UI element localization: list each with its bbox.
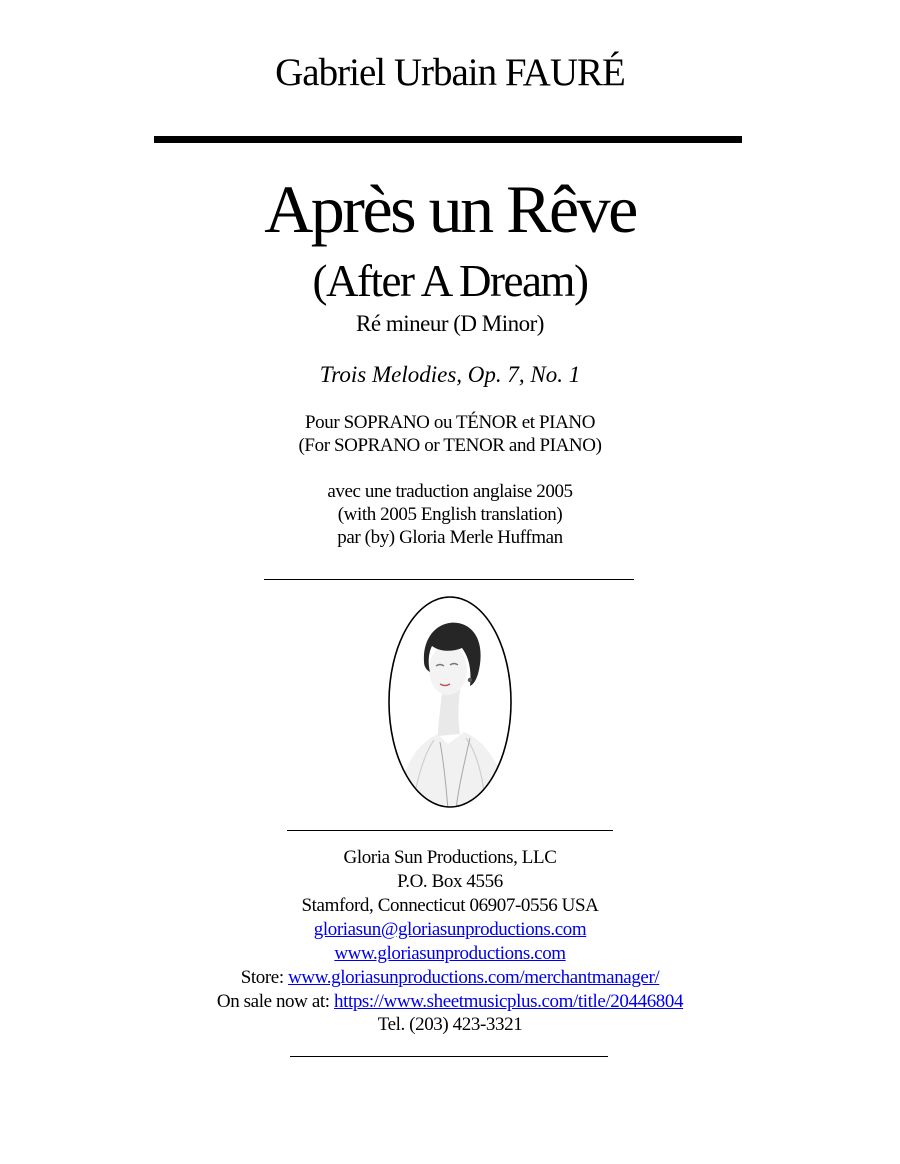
translator-credit: par (by) Gloria Merle Huffman <box>337 527 563 548</box>
translation-french: avec une traduction anglaise 2005 <box>327 481 573 502</box>
website-row <box>0 942 900 966</box>
portrait-image <box>386 594 514 810</box>
sale-label: On sale now at: <box>216 991 334 1012</box>
store-link[interactable]: www.gloriasunproductions.com/merchantmanager/ <box>288 967 660 988</box>
divider-middle <box>287 830 613 831</box>
opus-info: Trois Melodies, Op. 7, No. 1 <box>319 362 581 387</box>
website-link[interactable]: www.gloriasunproductions.com <box>334 943 566 964</box>
key-signature: Ré mineur (D Minor) <box>356 311 544 336</box>
sale-row <box>0 990 900 1014</box>
divider-bottom <box>290 1056 608 1057</box>
song-subtitle: (After A Dream) <box>312 256 588 306</box>
email-row <box>0 918 900 942</box>
translation-english: (with 2005 English translation) <box>337 504 563 525</box>
composer-name: Gabriel Urbain FAURÉ <box>275 51 625 94</box>
song-title: Après un Rêve <box>264 171 636 247</box>
email-link[interactable]: gloriasun@gloriasunproductions.com <box>313 919 587 940</box>
store-label: Store: <box>240 967 289 988</box>
store-row <box>0 966 900 990</box>
publisher-name: Gloria Sun Productions, LLC <box>343 847 557 868</box>
voicing-english: (For SOPRANO or TENOR and PIANO) <box>298 435 602 456</box>
publisher-po-box: P.O. Box 4556 <box>397 871 503 892</box>
sale-link[interactable]: https://www.sheetmusicplus.com/title/20446804 <box>333 991 684 1012</box>
heavy-divider <box>154 136 742 143</box>
publisher-address: Stamford, Connecticut 06907-0556 USA <box>301 895 599 916</box>
divider-top <box>264 579 634 580</box>
publisher-phone: Tel. (203) 423-3321 <box>377 1014 523 1035</box>
voicing-french: Pour SOPRANO ou TÉNOR et PIANO <box>304 412 596 433</box>
